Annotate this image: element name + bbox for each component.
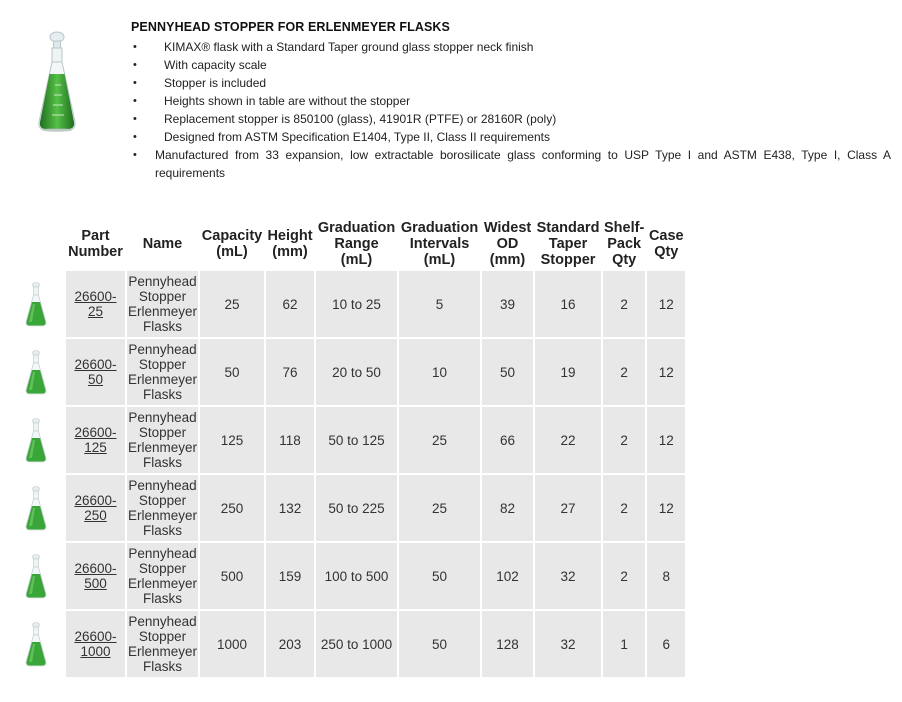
widest-od-value: 66: [482, 407, 533, 473]
height-value: 76: [266, 339, 314, 405]
header-case-qty: Case Qty: [647, 219, 685, 269]
shelf-pack-qty-value: 2: [603, 543, 645, 609]
erlenmeyer-flask-icon: [24, 554, 48, 600]
erlenmeyer-flask-icon: [24, 486, 48, 532]
graduation-range-value: 100 to 500: [316, 543, 397, 609]
part-number-cell: [66, 475, 125, 541]
height-value: 132: [266, 475, 314, 541]
graduation-range-value: 50 to 225: [316, 475, 397, 541]
table-row: [66, 543, 685, 609]
capacity-value: 500: [200, 543, 264, 609]
height-value: 159: [266, 543, 314, 609]
header-height: Height (mm): [266, 219, 314, 269]
table-header-row: [66, 219, 685, 269]
stopper-size-value: 19: [535, 339, 601, 405]
table-row: [66, 271, 685, 337]
shelf-pack-qty-value: 2: [603, 475, 645, 541]
table-row: [66, 339, 685, 405]
header-capacity: Capacity (mL): [200, 219, 264, 269]
graduation-range-value: 250 to 1000: [316, 611, 397, 677]
capacity-value: 125: [200, 407, 264, 473]
graduation-range-value: 10 to 25: [316, 271, 397, 337]
table-row: [66, 611, 685, 677]
stopper-size-value: 32: [535, 611, 601, 677]
part-number-link[interactable]: 26600-50: [74, 357, 117, 387]
stopper-size-value: 16: [535, 271, 601, 337]
case-qty-value: 12: [647, 407, 685, 473]
capacity-value: 250: [200, 475, 264, 541]
case-qty-value: 12: [647, 339, 685, 405]
erlenmeyer-flask-icon: [24, 350, 48, 396]
shelf-pack-qty-value: 2: [603, 271, 645, 337]
header-graduation-range: Graduation Range (mL): [317, 220, 396, 268]
erlenmeyer-flask-icon: [24, 282, 48, 328]
shelf-pack-qty-value: 2: [603, 407, 645, 473]
graduation-range-value: 20 to 50: [316, 339, 397, 405]
graduation-interval-value: 50: [399, 543, 480, 609]
widest-od-value: 102: [482, 543, 533, 609]
table-row: [66, 407, 685, 473]
stopper-size-value: 27: [535, 475, 601, 541]
height-value: 203: [266, 611, 314, 677]
header-name: Name: [127, 219, 198, 269]
product-name: Pennyhead Stopper Erlenmeyer Flasks: [127, 407, 198, 473]
capacity-value: 25: [200, 271, 264, 337]
product-description: [131, 20, 891, 182]
erlenmeyer-flask-icon: [24, 622, 48, 668]
product-name: Pennyhead Stopper Erlenmeyer Flasks: [127, 543, 198, 609]
table-row: [66, 475, 685, 541]
graduation-interval-value: 50: [399, 611, 480, 677]
product-name: Pennyhead Stopper Erlenmeyer Flasks: [127, 475, 198, 541]
product-name: Pennyhead Stopper Erlenmeyer Flasks: [127, 611, 198, 677]
case-qty-value: 12: [647, 271, 685, 337]
part-number-link[interactable]: 26600-1000: [74, 629, 117, 659]
feature-item: • With capacity scale: [133, 58, 267, 72]
case-qty-value: 8: [647, 543, 685, 609]
erlenmeyer-flask-icon: [24, 418, 48, 464]
header-widest-od: Widest OD (mm): [483, 220, 532, 268]
part-number-link[interactable]: 26600-25: [74, 289, 117, 319]
widest-od-value: 82: [482, 475, 533, 541]
widest-od-value: 50: [482, 339, 533, 405]
header-graduation-intervals: Graduation Intervals (mL): [400, 220, 479, 268]
height-value: 62: [266, 271, 314, 337]
case-qty-value: 12: [647, 475, 685, 541]
part-number-link[interactable]: 26600-500: [74, 561, 117, 591]
height-value: 118: [266, 407, 314, 473]
product-table: [64, 217, 687, 679]
feature-item: • Heights shown in table are without the stopper: [133, 94, 411, 108]
erlenmeyer-flask-icon: [36, 30, 78, 134]
part-number-cell: [66, 407, 125, 473]
feature-item: • Stopper is included: [133, 76, 267, 90]
header-standard-taper-stopper: Standard Taper Stopper: [536, 220, 600, 268]
widest-od-value: 39: [482, 271, 533, 337]
graduation-range-value: 50 to 125: [316, 407, 397, 473]
feature-list: [131, 38, 891, 182]
product-name: Pennyhead Stopper Erlenmeyer Flasks: [127, 271, 198, 337]
feature-item: • Designed from ASTM Specification E1404, Type II, Class II requirements: [133, 130, 550, 144]
product-name: Pennyhead Stopper Erlenmeyer Flasks: [127, 339, 198, 405]
part-number-cell: [66, 271, 125, 337]
capacity-value: 1000: [200, 611, 264, 677]
widest-od-value: 128: [482, 611, 533, 677]
feature-item: • Replacement stopper is 850100 (glass), 41901R (PTFE) or 28160R (poly): [133, 112, 557, 126]
feature-item: • Manufactured from 33 expansion, low extractable borosilicate glass conforming to USP Type I and ASTM E438, Type I, Class A requirements: [133, 148, 891, 180]
graduation-interval-value: 5: [399, 271, 480, 337]
part-number-cell: [66, 339, 125, 405]
graduation-interval-value: 25: [399, 407, 480, 473]
header-shelf-pack-qty: Shelf-Pack Qty: [604, 220, 645, 268]
stopper-size-value: 32: [535, 543, 601, 609]
feature-item: • KIMAX® flask with a Standard Taper ground glass stopper neck finish: [133, 40, 534, 54]
product-title: PENNYHEAD STOPPER FOR ERLENMEYER FLASKS: [131, 20, 450, 34]
shelf-pack-qty-value: 2: [603, 339, 645, 405]
graduation-interval-value: 10: [399, 339, 480, 405]
header-part-number: Part Number: [66, 219, 125, 269]
part-number-link[interactable]: 26600-250: [74, 493, 117, 523]
part-number-cell: [66, 611, 125, 677]
shelf-pack-qty-value: 1: [603, 611, 645, 677]
stopper-size-value: 22: [535, 407, 601, 473]
case-qty-value: 6: [647, 611, 685, 677]
part-number-link[interactable]: 26600-125: [74, 425, 117, 455]
part-number-cell: [66, 543, 125, 609]
graduation-interval-value: 25: [399, 475, 480, 541]
capacity-value: 50: [200, 339, 264, 405]
